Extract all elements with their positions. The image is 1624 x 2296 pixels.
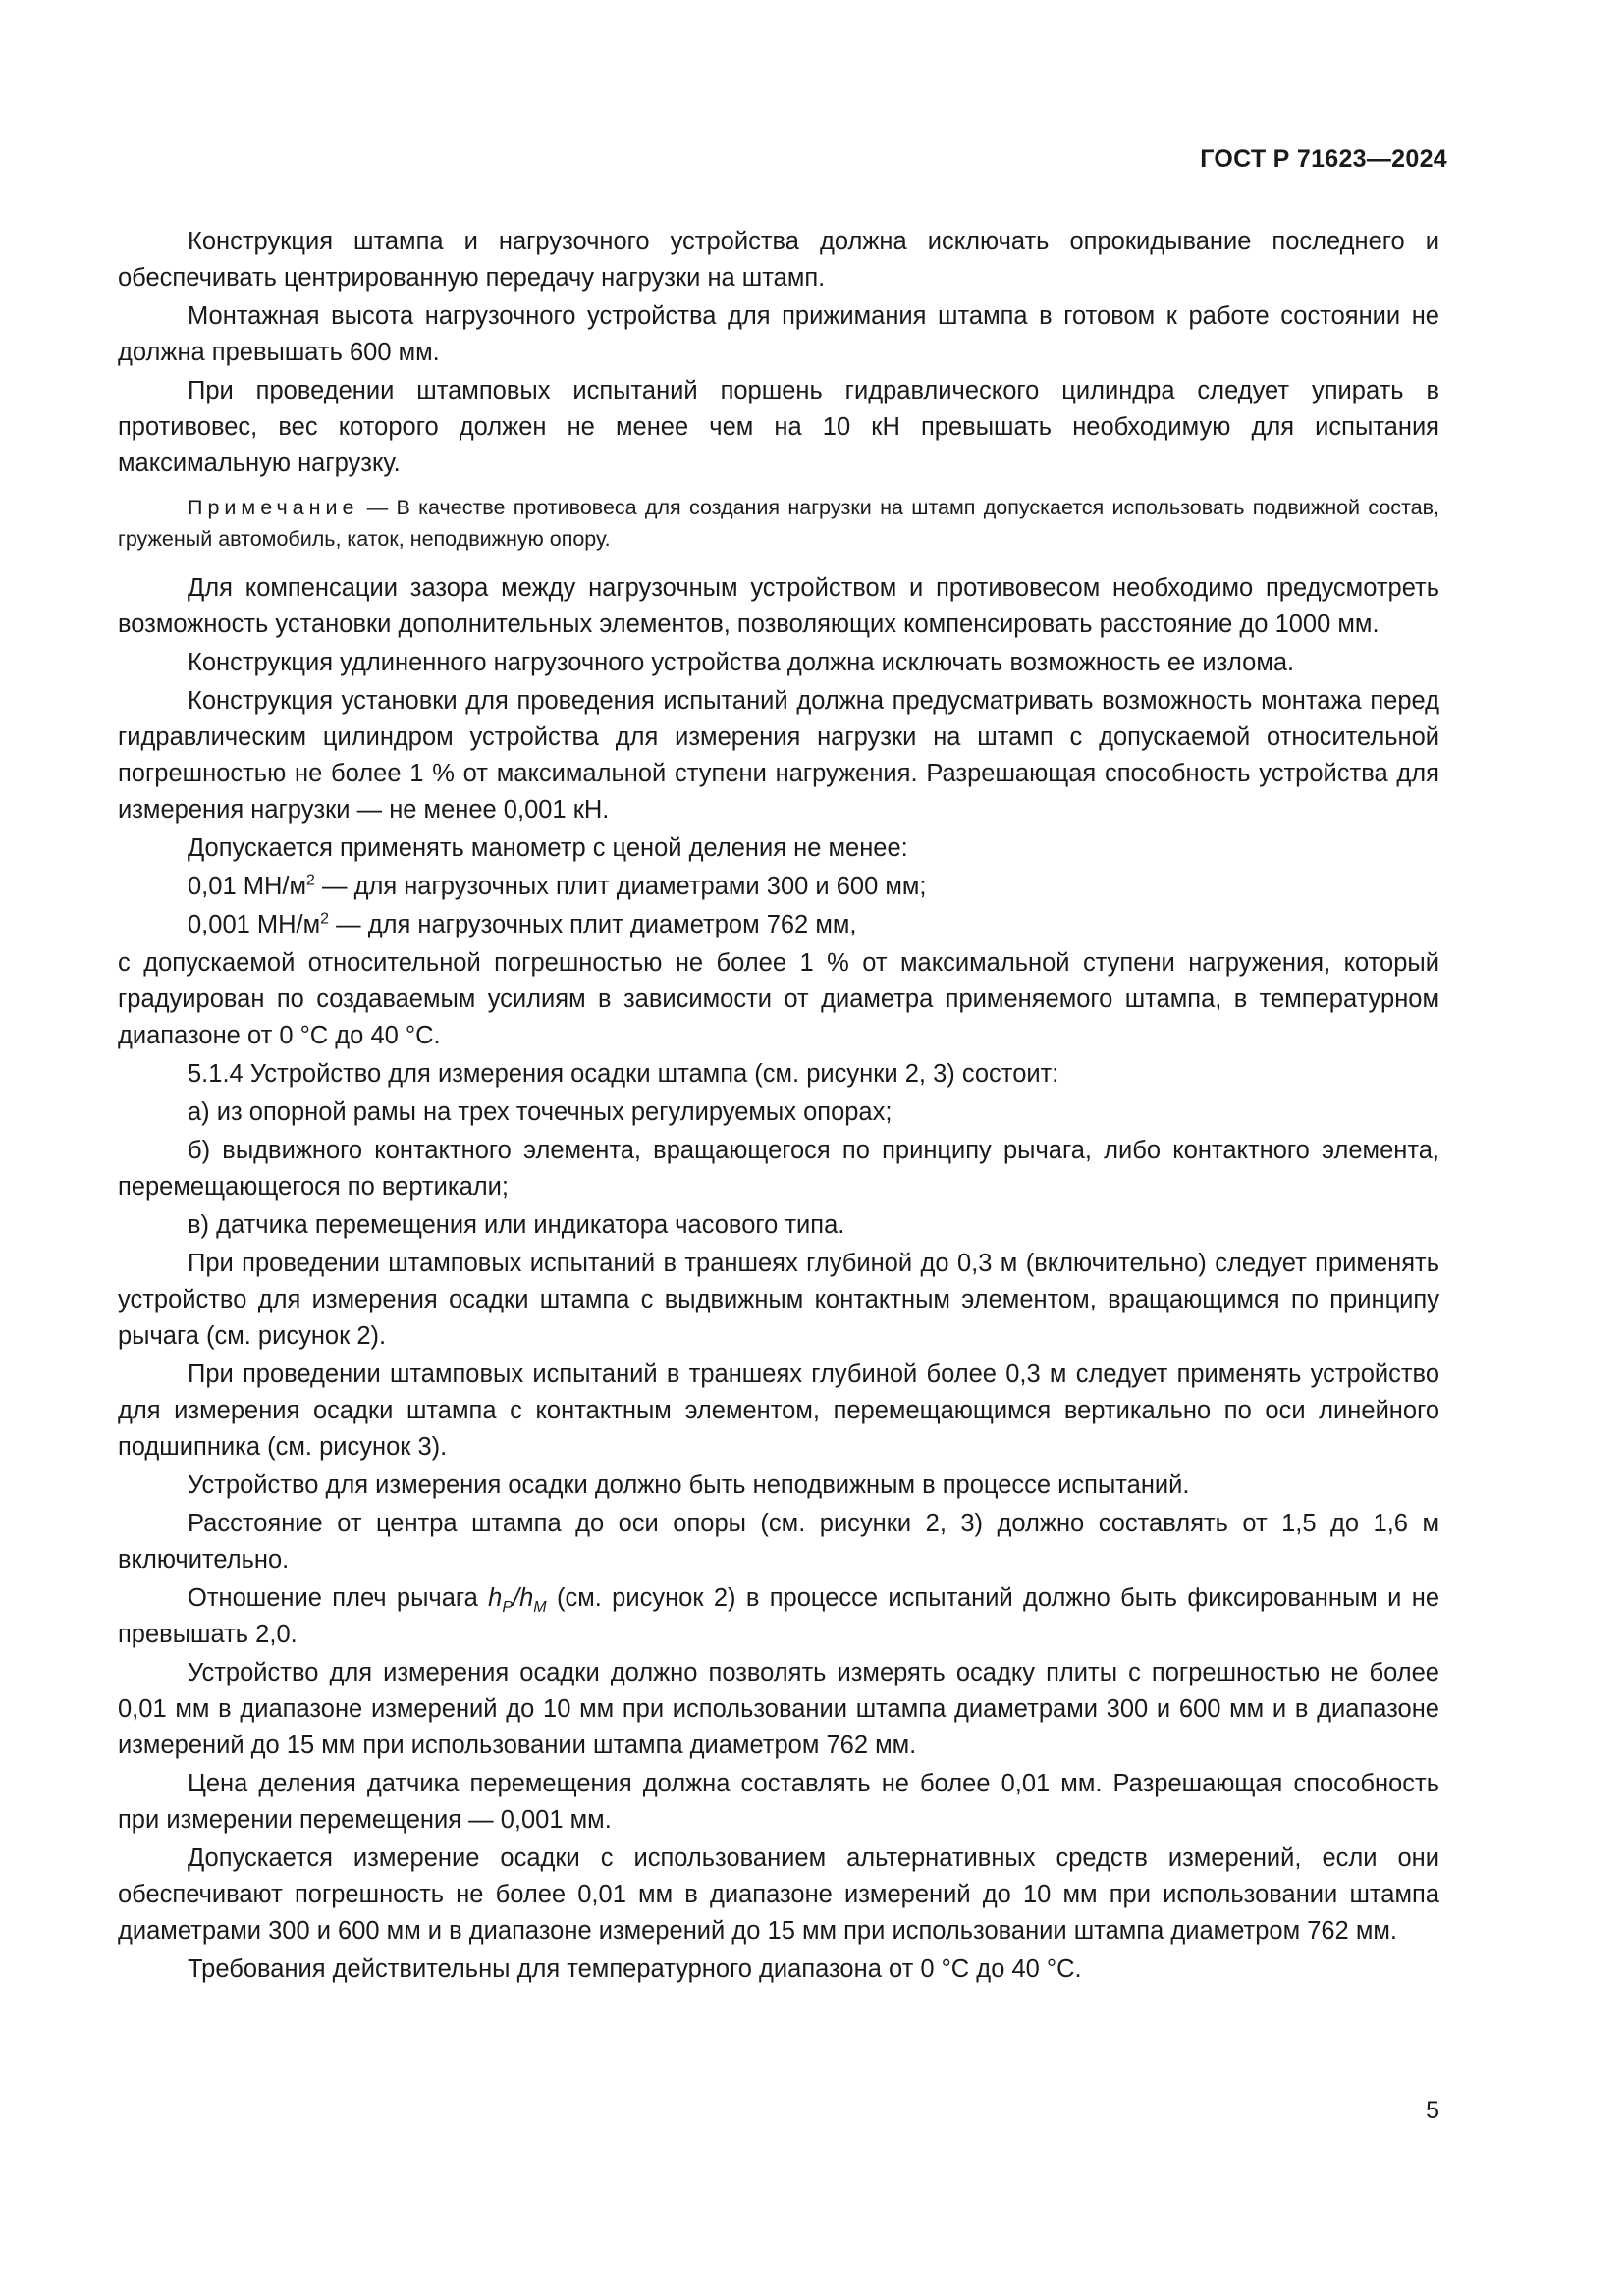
paragraph: При проведении штамповых испытаний в траншеях глубиной до 0,3 м (включительно) следует применять устройство для измерения осадки штампа с выдвижным контактным элементом, вращающимся по принципу рычага (см. рисунок 2). xyxy=(118,1250,1439,1350)
paragraph: с допускаемой относительной погрешностью не более 1 % от максимальной ступени нагружения, который градуирован по создаваемым усилиям в зависимости от диаметра применяемого штампа, в температурном диапазоне от 0 °С до 40 °С. xyxy=(118,949,1439,1049)
paragraph: При проведении штамповых испытаний поршень гидравлического цилиндра следует упирать в противовес, вес которого должен не менее чем на 10 кН превышать необходимую для испытания максимальную нагрузку. xyxy=(118,377,1439,477)
paragraph: Конструкция установки для проведения испытаний должна предусматривать возможность монтажа перед гидравлическим цилиндром устройства для измерения нагрузки на штамп с допускаемой относительной погрешностью не более 1 % от максимальной ступени нагружения. Разрешающая способность устройства для измерения нагрузки — не менее 0,001 кН. xyxy=(118,687,1439,824)
document-header: ГОСТ Р 71623—2024 xyxy=(1200,145,1447,173)
manometer-item-1 xyxy=(118,869,1439,905)
page-number: 5 xyxy=(1426,2097,1439,2124)
note-text: — В качестве противовеса для создания нагрузки на штамп допускается использовать подвижной состав, груженый автомобиль, каток, неподвижную опору. xyxy=(118,496,1439,551)
lever-ratio-paragraph xyxy=(118,1580,1439,1653)
paragraph: Устройство для измерения осадки должно быть неподвижным в процессе испытаний. xyxy=(188,1471,1190,1499)
list-item-a: а) из опорной рамы на трех точечных регулируемых опорах; xyxy=(188,1098,893,1126)
paragraph: Устройство для измерения осадки должно позволять измерять осадку плиты с погрешностью не более 0,01 мм в диапазоне измерений до 10 мм при использовании штампа диаметрами 300 и 600 мм и в диапазоне измерений до 15 мм при использовании штампа диаметром 762 мм. xyxy=(118,1659,1439,1759)
section-5-1-4: 5.1.4 Устройство для измерения осадки штампа (см. рисунки 2, 3) состоит: xyxy=(188,1060,1059,1088)
paragraph: Допускается измерение осадки с использованием альтернативных средств измерений, если они обеспечивают погрешность не более 0,01 мм в диапазоне измерений до 10 мм при использовании штампа диаметрами 300 и 600 мм и в диапазоне измерений до 15 мм при использовании штампа диаметром 762 мм. xyxy=(118,1844,1439,1945)
formula-sub-p: P xyxy=(502,1599,514,1617)
lever-ratio-formula xyxy=(488,1584,547,1617)
manometer-value-1: 0,01 МН/м xyxy=(188,873,306,900)
document-body xyxy=(118,224,1439,1990)
manometer-item-2 xyxy=(118,907,1439,943)
formula-h-1: h xyxy=(488,1584,503,1612)
formula-h-2: h xyxy=(519,1584,534,1612)
paragraph: При проведении штамповых испытаний в траншеях глубиной более 0,3 м следует применять устройство для измерения осадки штампа с контактным элементом, перемещающимся вертикально по оси линейного подшипника (см. рисунок 3). xyxy=(118,1361,1439,1461)
paragraph: Конструкция удлиненного нагрузочного устройства должна исключать возможность ее излома. xyxy=(188,649,1295,676)
note xyxy=(118,492,1439,555)
paragraph: Расстояние от центра штампа до оси опоры (см. рисунки 2, 3) должно составлять от 1,5 до 1,6 м включительно. xyxy=(118,1510,1439,1574)
formula-slash: / xyxy=(513,1584,520,1612)
paragraph: Конструкция штампа и нагрузочного устройства должна исключать опрокидывание последнего и обеспечивать центрированную передачу нагрузки на штамп. xyxy=(118,228,1439,292)
formula-sub-m: M xyxy=(533,1599,547,1617)
note-label: Примечание xyxy=(188,496,359,519)
manometer-value-2: 0,001 МН/м xyxy=(188,911,321,938)
list-item-v: в) датчика перемещения или индикатора часового типа. xyxy=(188,1211,845,1239)
paragraph: Монтажная высота нагрузочного устройства для прижимания штампа в готовом к работе состоянии не должна превышать 600 мм. xyxy=(118,302,1439,366)
paragraph: Требования действительны для температурного диапазона от 0 °С до 40 °С. xyxy=(188,1955,1082,1983)
manometer-text-1: — для нагрузочных плит диаметрами 300 и 600 мм; xyxy=(314,873,927,900)
paragraph: Для компенсации зазора между нагрузочным устройством и противовесом необходимо предусмотреть возможность установки дополнительных элементов, позволяющих компенсировать расстояние до 1000 мм. xyxy=(118,574,1439,638)
lever-ratio-text-after: (см. рисунок 2) в процессе испытаний должно быть фиксированным и не превышать 2,0. xyxy=(118,1584,1439,1648)
paragraph: Цена деления датчика перемещения должна составлять не более 0,01 мм. Разрешающая способность при измерении перемещения — 0,001 мм. xyxy=(118,1770,1439,1834)
manometer-text-2: — для нагрузочных плит диаметром 762 мм, xyxy=(329,911,857,938)
lever-ratio-text-before: Отношение плеч рычага xyxy=(188,1584,489,1612)
list-item-b: б) выдвижного контактного элемента, вращающегося по принципу рычага, либо контактного элемента, перемещающегося по вертикали; xyxy=(118,1137,1439,1201)
paragraph: Допускается применять манометр с ценой деления не менее: xyxy=(188,834,908,862)
manometer-exponent-1: 2 xyxy=(306,872,315,889)
manometer-exponent-2: 2 xyxy=(320,910,330,928)
